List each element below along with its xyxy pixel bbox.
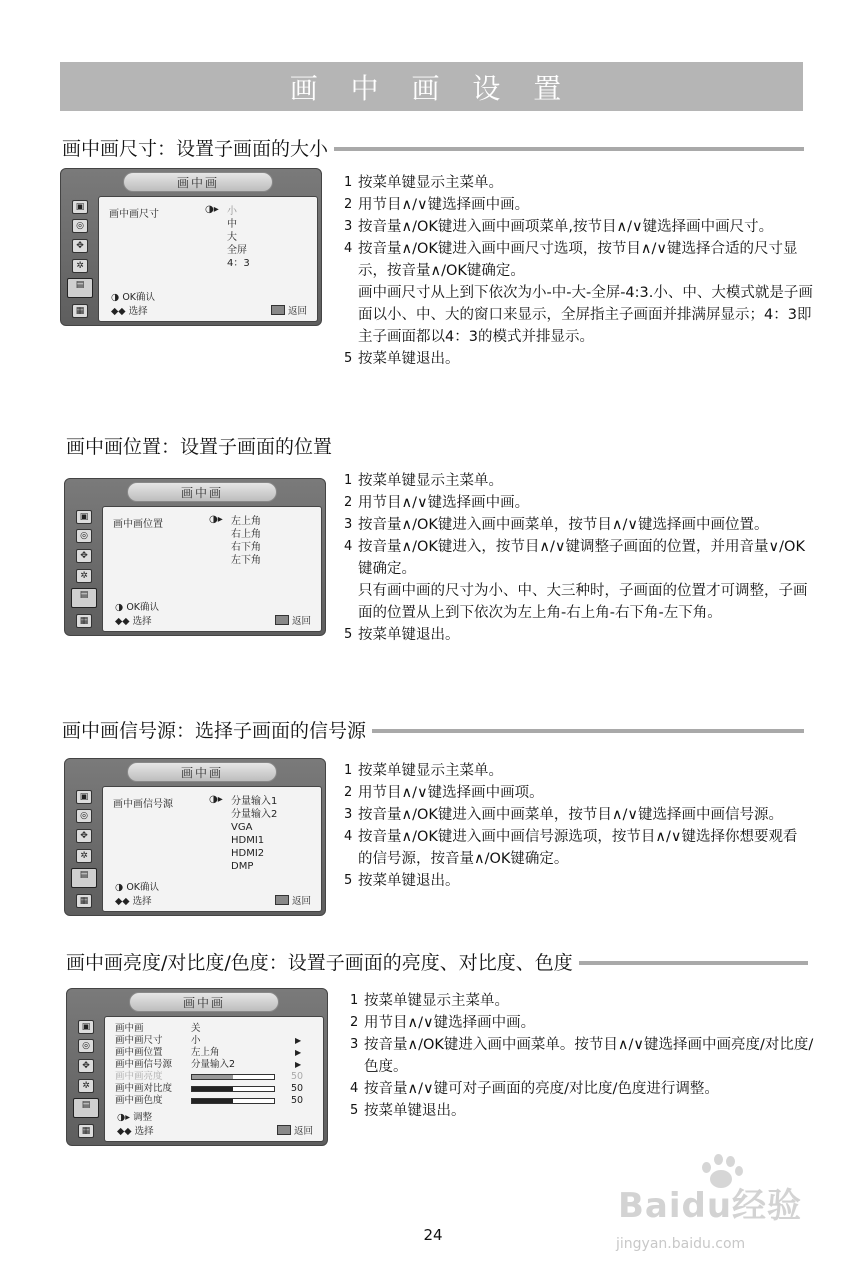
channel-icon: ✥ [72,239,88,253]
watermark-logo: Baidu经验 [618,1186,803,1226]
osd-option: 分量输入1 [231,796,278,807]
slider-bar [191,1086,275,1092]
updown-icon: ◆◆ [117,1126,135,1137]
osd-option: 右下角 [231,542,261,553]
function-icon: ▦ [76,614,92,628]
osd-item-label: 画中画信号源 [113,799,173,810]
osd-panel [104,1016,324,1142]
updown-icon: ◆◆ [115,896,133,907]
step: 4 按音量∧/∨键可对子画面的亮度/对比度/色度进行调整。 [350,1081,719,1097]
osd-ok-hint: ◑ OK确认 [111,292,156,303]
osd-menu-position [64,478,326,636]
step: 1 按菜单键显示主菜单。 [344,175,503,191]
osd-option: 大 [227,232,237,243]
baidu-watermark [612,1150,812,1270]
step: 3 按音量∧/OK键进入画中画菜单，按节目∧/∨键选择画中画位置。 [344,517,769,533]
section-title-source [62,716,804,743]
settings-icon: ✲ [72,259,88,273]
function-icon: ▦ [76,894,92,908]
updown-icon: ◆◆ [115,616,133,627]
osd-ok-hint: ◑ OK确认 [115,602,160,613]
osd-option: 左上角 [231,516,261,527]
section-title-text: 画中画信号源：选择子画面的信号源 [62,720,367,742]
section-title-text: 画中画位置：设置子画面的位置 [66,436,333,458]
osd-option: VGA [231,822,253,833]
osd-back-hint: 返回 [275,893,311,907]
step: 2 用节目∧/∨键选择画中画。 [344,197,530,213]
osd-menu-size [60,168,322,326]
osd-setting-row: 画中画 关 [115,1023,201,1034]
section-rule [372,729,804,733]
osd-back-hint: 返回 [275,613,311,627]
osd-setting-row: 画中画位置 左上角 ▶ [115,1047,302,1058]
leftright-icon: ◑▸ [117,1112,134,1123]
arrow-right-icon: ◑▸ [209,794,223,805]
slider-bar [191,1074,275,1080]
osd-side-icons [64,197,96,321]
page-banner: 画 中 画 设 置 [60,62,803,111]
step: 4 按音量∧/OK键进入画中画尺寸选项，按节目∧/∨键选择合适的尺寸显示，按音量∧/OK键确定。 [344,241,798,279]
osd-option: 分量输入2 [231,809,278,820]
osd-option: HDMI2 [231,848,265,859]
ok-icon: ◑ [111,292,123,303]
step: 1 按菜单键显示主菜单。 [350,993,509,1009]
section-title-position [66,432,466,459]
osd-back-hint: 返回 [271,303,307,317]
arrow-right-icon: ▶ [295,1060,302,1069]
osd-side-icons [70,1017,102,1141]
settings-icon: ✲ [76,569,92,583]
pip-icon: ▤ [67,278,93,298]
arrow-right-icon: ▶ [295,1048,302,1057]
osd-side-icons [68,787,100,911]
osd-slider-row: 画中画亮度 50 [115,1071,304,1082]
section-title-text: 画中画尺寸：设置子画面的大小 [62,138,329,160]
osd-option-list [231,515,261,567]
osd-option: 左下角 [231,555,261,566]
section-title-text: 画中画亮度/对比度/色度：设置子画面的亮度、对比度、色度 [66,952,573,974]
step: 5 按菜单键退出。 [344,351,460,367]
step: 2 用节目∧/∨键选择画中画。 [344,495,530,511]
osd-title: 画中画 [129,992,279,1012]
sound-icon: ◎ [76,529,92,543]
osd-back-hint: 返回 [277,1123,313,1137]
section-title-size [62,134,804,161]
osd-select-hint: ◆◆ 选择 [115,896,152,907]
osd-select-hint: ◆◆ 选择 [117,1126,154,1137]
ok-icon: ◑ [115,882,127,893]
step: 5 按菜单键退出。 [350,1103,466,1119]
channel-icon: ✥ [76,549,92,563]
osd-title: 画中画 [127,482,277,502]
step: 5 按菜单键退出。 [344,627,460,643]
step: 1 按菜单键显示主菜单。 [344,473,503,489]
step: 3 按音量∧/OK键进入画中画菜单。按节目∧/∨键选择画中画亮度/对比度/色度。 [350,1037,814,1075]
picture-icon: ▣ [76,510,92,524]
osd-option-list [231,795,277,873]
slider-fill [192,1099,233,1103]
channel-icon: ✥ [76,829,92,843]
osd-item-label: 画中画尺寸 [109,209,159,220]
step-note: 只有画中画的尺寸为小、中、大三种时，子画面的位置才可调整，子画面的位置从上到下依次为左上角-右上角-右下角-左下角。 [358,583,808,621]
settings-icon: ✲ [76,849,92,863]
pip-icon: ▤ [73,1098,99,1118]
step: 4 按音量∧/OK键进入画中画信号源选项，按节目∧/∨键选择你想要观看的信号源，按音量∧/OK键确定。 [344,829,798,867]
osd-select-hint: ◆◆ 选择 [115,616,152,627]
osd-item-label: 画中画位置 [113,519,163,530]
step: 1 按菜单键显示主菜单。 [344,763,503,779]
picture-icon: ▣ [72,200,88,214]
step: 2 用节目∧/∨键选择画中画。 [350,1015,536,1031]
section-rule [334,147,804,151]
function-icon: ▦ [72,304,88,318]
settings-icon: ✲ [78,1079,94,1093]
arrow-right-icon: ◑▸ [209,514,223,525]
osd-title: 画中画 [127,762,277,782]
osd-select-hint: ◆◆ 选择 [111,306,148,317]
osd-slider-row: 画中画色度 50 [115,1095,304,1106]
osd-option: 全屏 [227,245,247,256]
picture-icon: ▣ [78,1020,94,1034]
osd-option: HDMI1 [231,835,265,846]
arrow-right-icon: ▶ [295,1036,302,1045]
step: 5 按菜单键退出。 [344,873,460,889]
osd-setting-row: 画中画尺寸 小 ▶ [115,1035,302,1046]
steps-position [344,470,812,646]
osd-adjust-hint: ◑▸ 调整 [117,1112,153,1123]
sound-icon: ◎ [78,1039,94,1053]
osd-panel [102,506,322,632]
osd-menu-source [64,758,326,916]
osd-title: 画中画 [123,172,273,192]
arrow-right-icon: ◑▸ [205,204,219,215]
function-icon: ▦ [78,1124,94,1138]
ok-icon: ◑ [115,602,127,613]
updown-icon: ◆◆ [111,306,129,317]
pip-icon: ▤ [71,588,97,608]
step: 2 用节目∧/∨键选择画中画项。 [344,785,544,801]
osd-panel [98,196,318,322]
steps-size [344,172,814,370]
slider-bar [191,1098,275,1104]
osd-setting-row: 画中画信号源 分量输入2 ▶ [115,1059,302,1070]
pip-icon: ▤ [71,868,97,888]
osd-setting-list [115,1023,315,1107]
osd-option: DMP [231,861,254,872]
step: 4 按音量∧/OK键进入，按节目∧/∨键调整子画面的位置，并用音量∨/OK键确定。 [344,539,805,577]
page-number: 24 [423,1226,443,1244]
section-rule [579,961,808,965]
osd-option: 小 [227,206,237,217]
osd-panel [102,786,322,912]
osd-option: 4：3 [227,258,250,269]
step: 3 按音量∧/OK键进入画中画项菜单,按节目∧/∨键选择画中画尺寸。 [344,219,774,235]
slider-fill [192,1075,233,1079]
channel-icon: ✥ [78,1059,94,1073]
step-note: 画中画尺寸从上到下依次为小-中-大-全屏-4:3.小、中、大模式就是子画面以小、中、大的窗口来显示，全屏指主子画面并排满屏显示；4：3即主子画面都以4：3的模式并排显示。 [358,285,813,345]
osd-option: 右上角 [231,529,261,540]
section-title-picture [66,948,808,975]
steps-picture [350,990,820,1122]
osd-ok-hint: ◑ OK确认 [115,882,160,893]
slider-fill [192,1087,233,1091]
osd-option-list [227,205,250,270]
step: 3 按音量∧/OK键进入画中画菜单，按节目∧/∨键选择画中画信号源。 [344,807,784,823]
osd-side-icons [68,507,100,631]
osd-menu-picture [66,988,328,1146]
watermark-url: jingyan.baidu.com [616,1236,746,1252]
sound-icon: ◎ [72,219,88,233]
steps-source [344,760,812,892]
osd-slider-row: 画中画对比度 50 [115,1083,304,1094]
picture-icon: ▣ [76,790,92,804]
osd-option: 中 [227,219,237,230]
sound-icon: ◎ [76,809,92,823]
